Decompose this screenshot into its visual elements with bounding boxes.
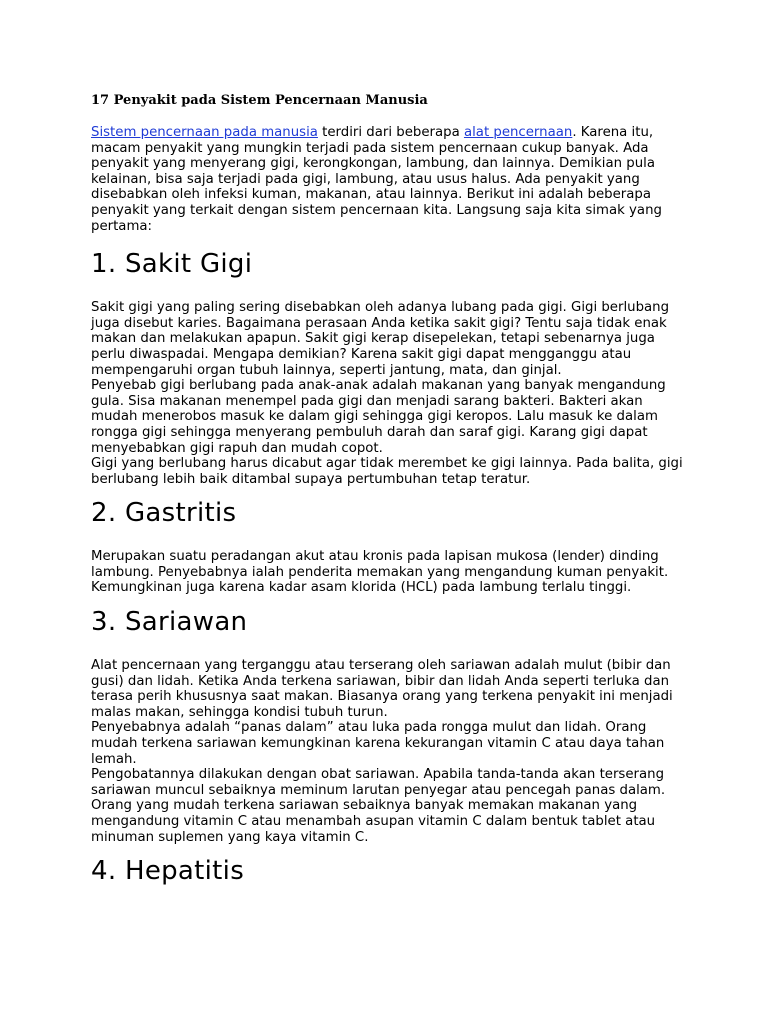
section-paragraph: Penyebabnya adalah “panas dalam” atau luka pada rongga mulut dan lidah. Orang mudah terkena sariawan kemungkinan karena kekurangan vitamin C atau daya tahan lemah. [91, 720, 665, 767]
section-paragraph: Merupakan suatu peradangan akut atau kronis pada lapisan mukosa (lender) dinding lambung. Penyebabnya ialah penderita memakan yang mengandung kuman penyakit. Kemungkinan juga karena kadar asam klorida (HCL) pada lambung terlalu tinggi. [91, 549, 669, 596]
section-sakit-gigi [91, 248, 687, 487]
section-sariawan [91, 606, 687, 845]
intro-text-2: . Karena itu, macam penyakit yang mungkin terjadi pada sistem pencernaan cukup banyak. Ada penyakit yang menyerang gigi, kerongkongan, lambung, dan lainnya. Demikian pula kelainan, bisa saja terjadi pada gigi, lambung, atau usus halus. Ada penyakit yang disebabkan oleh infeksi kuman, makanan, atau lainnya. Berikut ini adalah beberapa penyakit yang terkait dengan sistem pencernaan kita. Langsung saja kita simak yang pertama: [91, 125, 662, 234]
link-sistem-pencernaan[interactable]: Sistem pencernaan pada manusia [91, 125, 318, 140]
section-heading: 3. Sariawan [91, 607, 248, 638]
section-paragraph: Sakit gigi yang paling sering disebabkan oleh adanya lubang pada gigi. Gigi berlubang juga disebut karies. Bagaimana perasaan Anda ketika sakit gigi? Tentu saja tidak enak makan dan melakukan apapun. Sakit gigi kerap disepelekan, tetapi sebenarnya juga perlu diwaspadai. Mengapa demikian? Karena sakit gigi dapat mengganggu atau mempengaruhi organ tubuh lainnya, seperti jantung, mata, dan ginjal. [91, 300, 670, 378]
document-title: 17 Penyakit pada Sistem Pencernaan Manusia [91, 93, 428, 108]
section-heading: 2. Gastritis [91, 498, 237, 529]
document-page [91, 92, 687, 907]
section-paragraph: Alat pencernaan yang terganggu atau terserang oleh sariawan adalah mulut (bibir dan gusi) dan lidah. Ketika Anda terkena sariawan, bibir dan lidah Anda seperti terluka dan terasa perih khususnya saat makan. Biasanya orang yang terkena penyakit ini menjadi malas makan, sehingga kondisi tubuh turun. [91, 658, 673, 720]
link-alat-pencernaan[interactable]: alat pencernaan [463, 125, 573, 140]
intro-text-1: terdiri dari beberapa [317, 125, 464, 140]
section-heading: 1. Sakit Gigi [91, 249, 253, 280]
intro-paragraph [91, 125, 687, 234]
section-paragraph: Penyebab gigi berlubang pada anak-anak adalah makanan yang banyak mengandung gula. Sisa makanan menempel pada gigi dan menjadi sarang bakteri. Bakteri akan mudah menerobos masuk ke dalam gigi sehingga gigi keropos. Lalu masuk ke dalam rongga gigi sehingga menyerang pembuluh darah dan saraf gigi. Karang gigi dapat menyebabkan gigi rapuh dan mudah copot. [91, 378, 666, 456]
section-heading: 4. Hepatitis [91, 856, 245, 887]
section-paragraph: Pengobatannya dilakukan dengan obat sariawan. Apabila tanda-tanda akan terserang sariawan muncul sebaiknya meminum larutan penyegar atau pencegah panas dalam. Orang yang mudah terkena sariawan sebaiknya banyak memakan makanan yang mengandung vitamin C atau menambah asupan vitamin C dalam bentuk tablet atau minuman suplemen yang kaya vitamin C. [91, 767, 666, 845]
section-paragraph: Gigi yang berlubang harus dicabut agar tidak merembet ke gigi lainnya. Pada balita, gigi berlubang lebih baik ditambal supaya pertumbuhan tetap teratur. [91, 456, 683, 487]
section-hepatitis [91, 855, 687, 887]
section-gastritis [91, 497, 687, 596]
